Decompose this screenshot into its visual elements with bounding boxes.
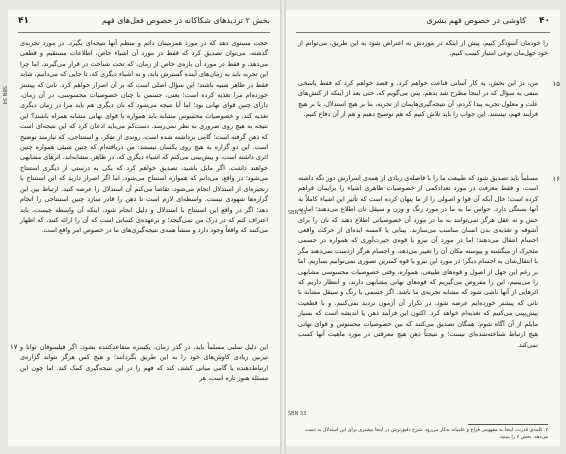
right-text-block-2 <box>298 173 538 350</box>
header-rule <box>18 32 270 33</box>
paragraph: من، در این بخش، به کار آسانی قناعت خواهم کرد، و قصد خواهم کرد که فقط پاسخی منفی به سؤال که در اینجا مطرح شد بدهم. پس می‌گویم که، حتی بعد از اینکه از کنش‌های علت و معلول تجربه پیدا کردم، آن نتیجه‌گیری‌هایمان از تجربه، بنا بر هیچ استدلال، یا بر هیچ فرآیند فهم، نیستند. این جواب را باید تلاش کنیم که هم توضیح دهیم و هم از آن دفاع کنیم. <box>298 79 538 119</box>
running-header: کاوشی در خصوص فهم بشری <box>426 16 526 25</box>
paragraph-number: ۱۷ <box>10 343 18 351</box>
footnote: ۷. کلمه‌ی قدرت، اینجا به مفهومی فراخ و عامیانه به‌کار می‌رود. شرح دقیق‌ترش در اینجا بیشتری برای این استدلال به دست می‌دهد. بخش ۷ را ببینید. <box>304 428 548 440</box>
left-text-block-2 <box>20 342 268 384</box>
right-page-header <box>296 16 550 30</box>
sbn-margin-reference: SBN 33 <box>288 210 307 216</box>
sbn-margin-reference: SBN 33 <box>288 411 307 417</box>
paragraph: حجت مستوی دهد که در مورد همزمینان دائم و منظم آنها نتیجه‌ای بگیرد. در مورد تجربه‌ی گذشته، می‌توان تصدیق کرد که فقط در مورد آن اشیاء خاص، اطلاعات مستقیم و قطعی می‌دهد، و فقط در مورد آن بازه‌ی خاص از زمان، که تحت شناخت در قرار می‌گیرند. اما چرا این تجربه باید به زمان‌های آینده گسترش یابد، و به اشیاء دیگری که، تا جایی که می‌دانیم، شاید فقط در ظاهر شبیه باشند؛ این سؤال اصلی است که بر آن اصرار خواهم کرد. نانی که پیشتر خورده‌ام مرا تغذیه کرده است؛ یعنی، جسمی با چنان خصوصیات محسوسی، در آن زمان، دارای چنین قوای نهانی بود؛ اما آیا نتیجه می‌شود که نان دیگری هم باید مرا در زمان دیگری تغذیه کند، و خصوصیات محسوس مشابه باید همواره با قوای نهانی مشابه همراه باشند؟ این نتیجه به هیچ روی ضروری به نظر نمی‌رسد. دست‌کم می‌باید اذعان کرد که این نتیجه‌ای است که ذهن گرفته است؛ گامی برداشته شده است، روندی از تفکر، و استنتاجی، که نیازمند توضیح است. این دو گزاره به هیچ روی یکسان نیستند: من دریافته‌ام که چنین شیئی همواره چنین اثری داشته است، و پیش‌بینی می‌کنم که اشیاء دیگری که، در ظاهر، مشابه‌اند، اثرهای مشابهی خواهند داشت. اگر مایل باشید، تصدیق خواهم کرد که یکی به درستی از دیگری استنتاج می‌شود؛ در واقع، می‌دانم که همواره استنتاج می‌شود. اما اگر اصرار دارید که این استنتاج با زنجیره‌ای از استدلال انجام می‌شود، تقاضا می‌کنم آن استدلال را عرضه کنید. ارتباط بین این گزاره‌ها شهودی نیست. واسطه‌ای لازم است تا ذهن را قادر سازد چنین استنتاجی را انجام دهد؛ اگر در واقع این استنتاج با استدلال و دلیل انجام شود. اینکه آن واسطه چیست، باید اعتراف کنم که در درک من نمی‌گنجد؛ و برعهده‌ی کسانی است که آن را ارائه کنند، که اظهار می‌کنند که واقعاً وجود دارد و منشأ همه‌ی نتیجه‌گیری‌های ما در خصوص امر واقع است. <box>20 39 268 235</box>
paragraph: را خودمان آسودگر کنیم، پیش از اینکه در موردش به اعتراض شود به این طریق، می‌توانم از خود جهل‌مان نوعی امتیاز کسب کنیم. <box>298 39 548 58</box>
paragraph: مسلماً باید تصدیق شود که طبیعت ما را با فاصله‌ی زیادی از همه‌ی اسرارش دور نگه داشته است، و فقط معرفت در مورد تعدادکمی از خصوصیات ظاهری اشیاء را برایمان فراهم کرده است؛ حال آنکه آن قوا و اصولی را از ما پنهان کرده است که تأثیر این اشیاء کاملاً به آنها بستگی دارد. حواس ما به ما در مورد رنگ و وزن و سیقل نان اطلاع می‌دهند؛ اما نه حس و نه عقل هرگز نمی‌توانند به ما در مورد آن خصوصیاتی اطلاع دهند که نان را برای آشوفه و تغذیه‌ی بدن انسان مناسب می‌سازند. بینایی یا لامسه ایده‌ای از حرکت واقعی اجسام انتقال می‌دهند؛ اما در مورد آن نیرو یا قوه‌ی حیرت‌آوری که همواره در جسمی متحرک از میگشته و پیوسته مکان آن را تغییر می‌دهد، و اجسام هرگز ازدست نمی‌دهند مگر با انتقال‌شان به اجسام دیگر؛ در مورد این نیرو یا قوه کمترین تصوری نمی‌توانیم بسازیم. اما بر رغم این جهل از اصول و قوه‌های طبیعی، همواره، وقتی خصوصیات محسوسی مشابهی را می‌بینیم، این را مفروض می‌گیریم که قوه‌های نهانی مشابهی دارند، و انتظار داریم که اثرهایی از آنها ناشی شود که مشابه تجربه‌ی ما باشد. اگر جسمی با رنگ و سیقل مشابه با نانی که پیشتر خورده‌ایم عرضه شود، در تکرار آن آزمون تردید نمی‌کنیم، و با قطعیت پیش‌بینی می‌کنیم که تغذیه‌ام خواهد کرد. اکنون این فرآیند ذهن یا اندیشه است که بسیار مایلم از آن آگاه شوم. همگان تصدیق می‌کنند که بین خصوصیات محسوس و قوای نهانی هیچ ارتباط شناخته‌شده‌ای نیست؛ و نتیجتاً ذهن هیچ معرفتی در مورد ماهیت آنها کسب نمی‌کند. <box>298 174 538 349</box>
running-header: بخش ۲ تردیدهای شکاکانه در خصوص فعل‌های فهم <box>101 16 270 25</box>
paragraph-number: ۱۵ <box>552 80 560 88</box>
paragraph: این دلیل سلبی مسلماً باید، در گذر زمان، یکسره متقاعدکننده بشود، اگر فیلسوفان توانا و تیزبین زیادی کاوش‌های خود را به این طریق بگردانند؛ و هیچ کس هرگز نتواند گزاره‌ی ارتباط‌دهنده یا گامی میانی کشف کند که فهم را در این نتیجه‌گیری کمک کند. اما چون این مسئله هنوز تازه است، هر <box>20 343 268 383</box>
left-page <box>8 10 280 446</box>
left-page-header <box>18 16 270 30</box>
left-text-block-1 <box>20 38 268 236</box>
sbn-margin-reference: SBN 34 <box>1 86 7 105</box>
right-text-block-0 <box>298 38 548 59</box>
paragraph-number: ۱۶ <box>552 175 560 183</box>
page-number: ۴۰ <box>539 16 550 26</box>
right-page <box>286 10 560 446</box>
right-text-block-1 <box>298 78 538 120</box>
footnote-rule <box>468 424 548 425</box>
page-number: ۴۱ <box>18 16 29 26</box>
header-rule <box>296 32 550 33</box>
